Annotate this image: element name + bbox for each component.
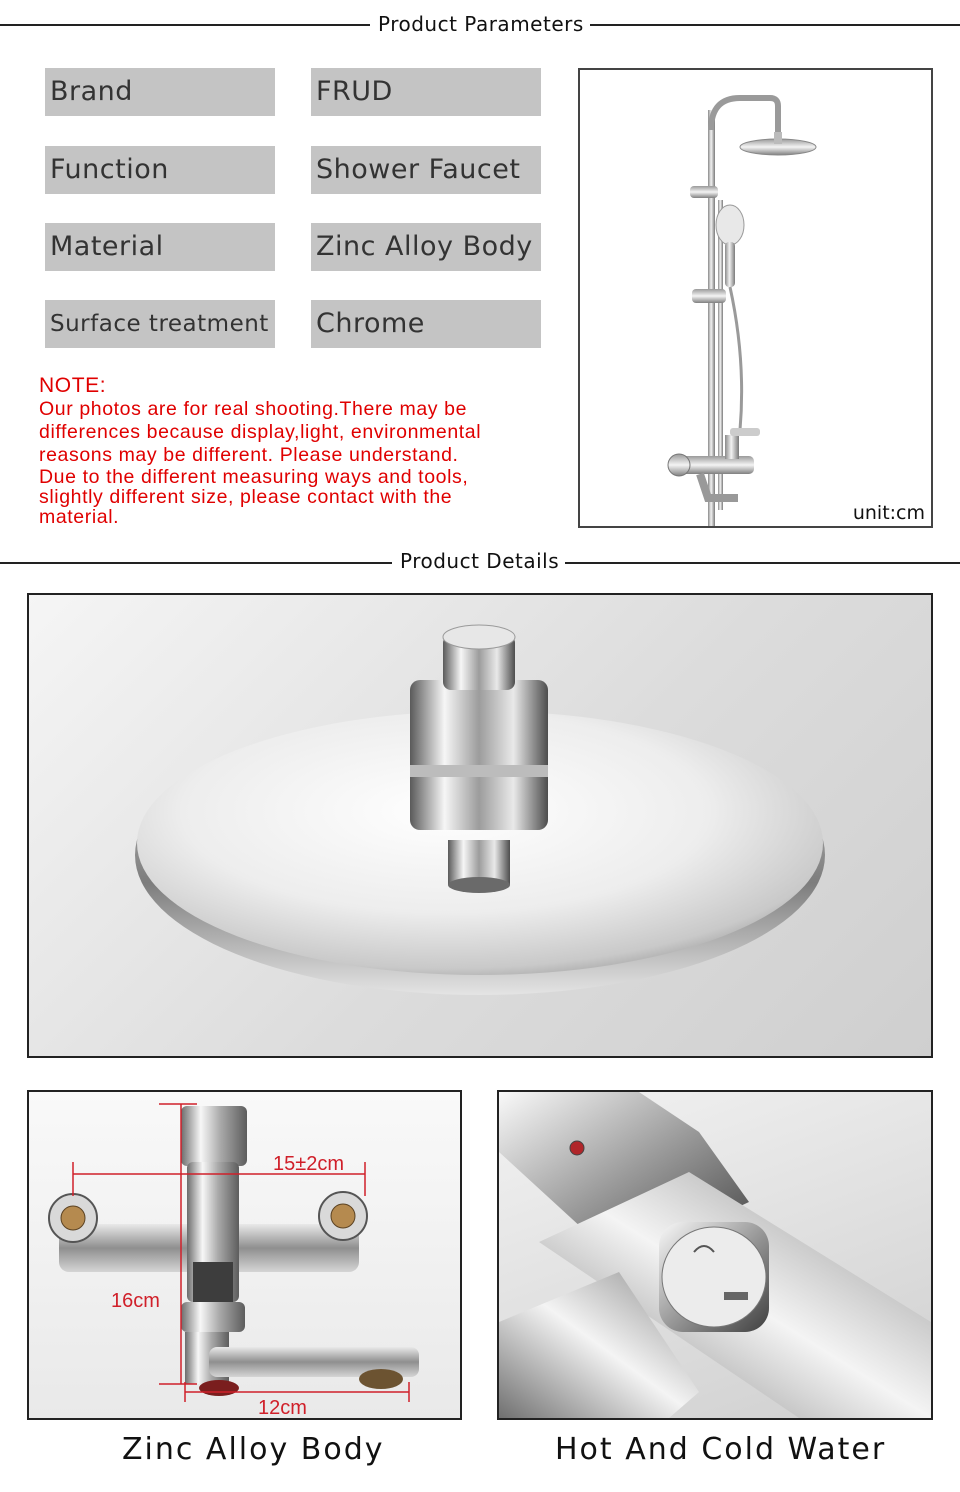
heading-rule-left: [0, 562, 392, 564]
note-line: material.: [39, 506, 120, 528]
shower-diagram-frame: [578, 68, 933, 528]
surface-value: Chrome: [311, 300, 541, 348]
note-line: Due to the different measuring ways and tools,: [39, 466, 469, 488]
mixer-dimensions-frame: [27, 1090, 462, 1420]
hot-cold-caption: Hot And Cold Water: [555, 1432, 887, 1467]
heading-rule-right: [590, 24, 960, 26]
shower-system-image: [580, 70, 931, 526]
dimension-height-label: 16cm: [111, 1290, 160, 1312]
dimension-width-label: 15±2cm: [273, 1153, 345, 1175]
brand-label: Brand: [45, 68, 275, 116]
note-line: slightly different size, please contact with the: [39, 486, 453, 508]
dimension-spout-label: 12cm: [258, 1397, 307, 1418]
material-value: Zinc Alloy Body: [311, 223, 541, 271]
rain-shower-photo-frame: [27, 593, 933, 1058]
heading-rule-left: [0, 24, 370, 26]
parameters-heading: Product Parameters: [378, 12, 584, 36]
note-block: [39, 374, 481, 527]
hot-cold-valve-image: [499, 1092, 931, 1418]
surface-label: Surface treatment: [45, 300, 275, 348]
note-line: Our photos are for real shooting.There may be: [39, 398, 468, 420]
unit-label: unit:cm: [852, 502, 925, 524]
material-label: Material: [45, 223, 275, 271]
brand-value: FRUD: [311, 68, 541, 116]
mixer-dimensions-image: [29, 1092, 460, 1418]
function-value: Shower Faucet: [311, 146, 541, 194]
details-heading: Product Details: [400, 549, 560, 573]
note-title: NOTE:: [39, 374, 107, 397]
rain-shower-head-image: [29, 595, 931, 1056]
hot-cold-valve-frame: [497, 1090, 933, 1420]
function-label: Function: [45, 146, 275, 194]
note-line: reasons may be different. Please understand.: [39, 444, 459, 466]
heading-rule-right: [565, 562, 960, 564]
note-line: differences because display,light, environmental: [39, 421, 482, 443]
zinc-alloy-caption: Zinc Alloy Body: [122, 1432, 385, 1467]
